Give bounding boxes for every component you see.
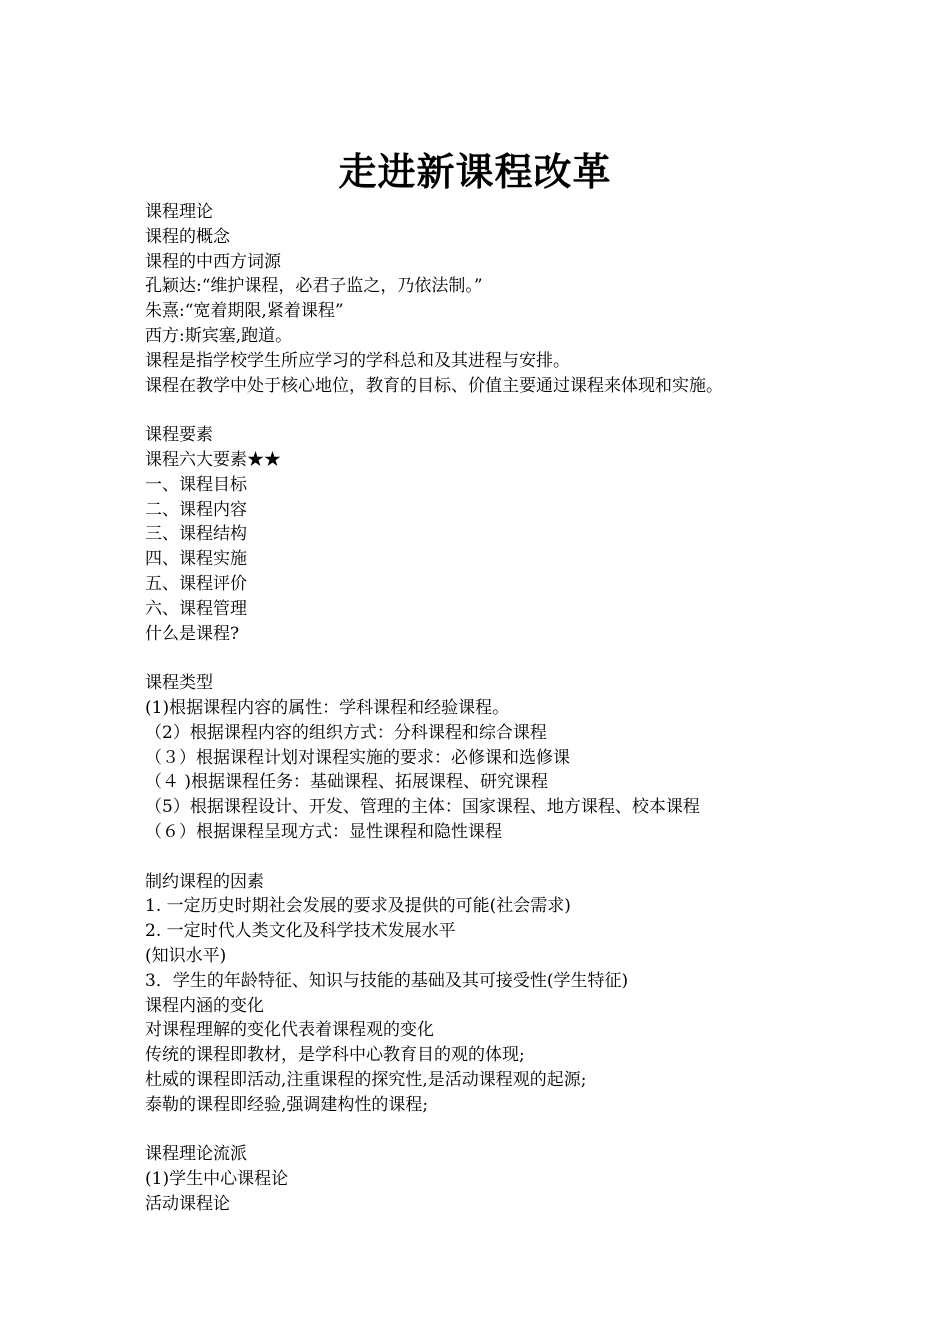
body-line: 六、课程管理 (145, 598, 247, 619)
body-line: 1. 一定历史时期社会发展的要求及提供的可能(社会需求) (145, 896, 571, 917)
body-line: 3．学生的年龄特征、知识与技能的基础及其可接受性(学生特征) (145, 970, 629, 991)
body-line: (知识水平) (145, 945, 227, 966)
body-line: 孔颖达:“维护课程，必君子监之，乃依法制。” (145, 276, 483, 297)
body-line: 泰勒的课程即经验,强调建构性的课程; (145, 1094, 429, 1115)
body-line (145, 845, 915, 870)
body-line: 朱熹:“宽着期限,紧着课程” (145, 301, 344, 322)
body-line: 传统的课程即教材，是学科中心教育目的观的体现; (145, 1045, 525, 1066)
body-line: 什么是课程? (145, 623, 240, 644)
body-line: 课程理论 (145, 202, 213, 222)
document-title: 走进新课程改革 (338, 150, 612, 194)
body-line: 西方:斯宾塞,跑道。 (145, 325, 293, 346)
body-line: (1)学生中心课程论 (145, 1169, 289, 1190)
body-line: （４ )根据课程任务：基础课程、拓展课程、研究课程 (145, 772, 549, 793)
body-line: 活动课程论 (145, 1193, 230, 1214)
body-line: 对课程理解的变化代表着课程观的变化 (145, 1020, 434, 1041)
body-line: 三、课程结构 (145, 524, 247, 545)
body-line: （３）根据课程计划对课程实施的要求：必修课和选修课 (145, 747, 570, 768)
body-line: 二、课程内容 (145, 499, 247, 520)
body-line: 一、课程目标 (145, 474, 247, 495)
body-line: 课程是指学校学生所应学习的学科总和及其进程与安排。 (145, 350, 570, 371)
body-line: 课程要素 (145, 425, 213, 446)
body-line (145, 646, 915, 671)
body-line: 课程类型 (145, 673, 213, 694)
body-line: 制约课程的因素 (145, 871, 264, 892)
body-line: 2. 一定时代人类文化及科学技术发展水平 (145, 921, 456, 942)
document-body (145, 200, 915, 1217)
body-line: 杜威的课程即活动,注重课程的探究性,是活动课程观的起源; (145, 1069, 587, 1090)
body-line (145, 1117, 915, 1142)
body-line: （5）根据课程设计、开发、管理的主体：国家课程、地方课程、校本课程 (145, 797, 700, 818)
body-line: (1)根据课程内容的属性：学科课程和经验课程。 (145, 697, 510, 718)
body-line: 课程的中西方词源 (145, 251, 281, 272)
body-line: （６）根据课程呈现方式：显性课程和隐性课程 (145, 821, 502, 842)
body-line: 课程内涵的变化 (145, 995, 264, 1016)
body-line: 五、课程评价 (145, 573, 247, 594)
body-line: （2）根据课程内容的组织方式：分科课程和综合课程 (145, 722, 547, 743)
body-line: 课程理论流派 (145, 1144, 247, 1165)
body-line: 课程的概念 (145, 226, 230, 247)
body-line: 四、课程实施 (145, 549, 247, 570)
body-line: 课程六大要素★★ (145, 449, 281, 470)
body-line (145, 398, 915, 423)
body-line: 课程在教学中处于核心地位，教育的目标、价值主要通过课程来体现和实施。 (145, 375, 723, 396)
